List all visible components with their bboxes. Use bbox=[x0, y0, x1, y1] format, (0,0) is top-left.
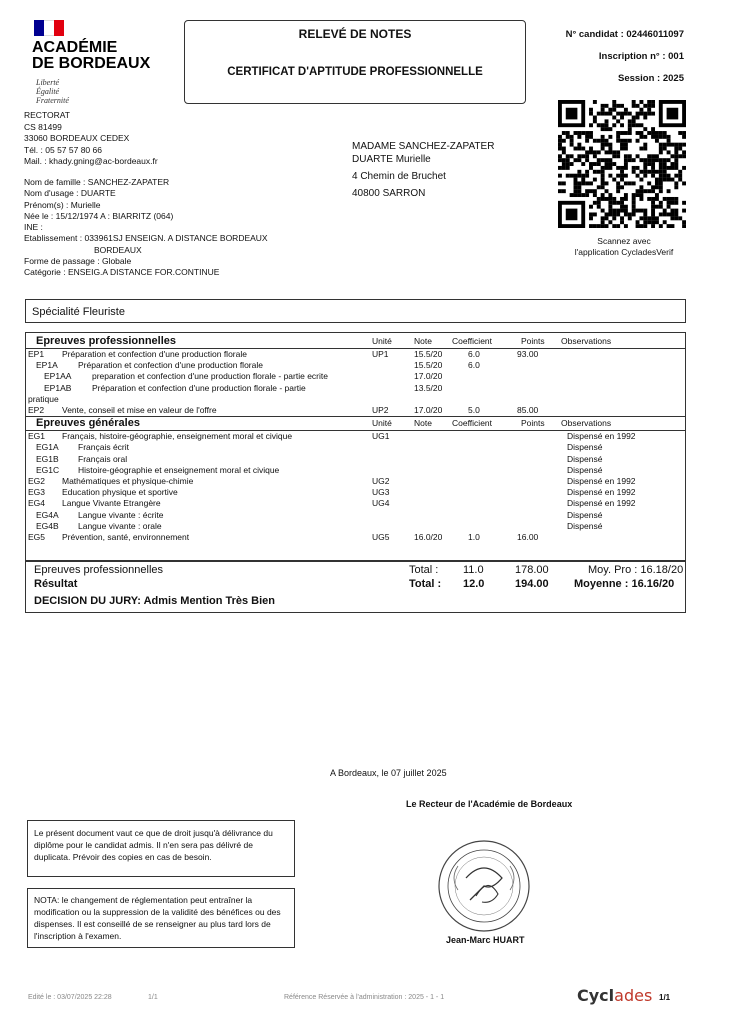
row-code: EP1AB bbox=[44, 382, 72, 393]
republique-flag-logo bbox=[34, 20, 64, 36]
row-unite: UG3 bbox=[372, 487, 390, 498]
table-row bbox=[26, 521, 685, 533]
candidate-identity: Nom de famille : SANCHEZ-ZAPATER Nom d'usage : DUARTE Prénom(s) : Murielle Née le : 15/12/1974 A : BIARRITZ (064) INE : Etablissement : 033961SJ ENSEIGN. A DISTANCE BORDEAUX BORDEAUX Forme de passage : Globale Catégorie : ENSEIG.A DISTANCE FOR.CONTINUE bbox=[24, 177, 268, 278]
row-coefficient: 1.0 bbox=[468, 532, 480, 542]
rectorat-address: RECTORAT CS 81499 33060 BORDEAUX CEDEX Tél. : 05 57 57 80 66 Mail. : khady.gning@ac-bordeaux.fr bbox=[24, 110, 158, 166]
row-code: EG3 bbox=[28, 487, 46, 498]
academy-seal-stamp bbox=[436, 838, 532, 934]
table-row bbox=[26, 431, 685, 443]
gen-header-row bbox=[26, 417, 685, 430]
row-code: EP1 bbox=[28, 349, 45, 359]
row-code: EP2 bbox=[28, 405, 45, 415]
col-observations: Observations bbox=[561, 336, 612, 346]
table-row bbox=[26, 349, 685, 361]
row-unite: UG5 bbox=[372, 532, 390, 542]
page-number: 1/1 bbox=[659, 993, 671, 1002]
col-note: Note bbox=[414, 336, 432, 346]
table-row bbox=[26, 498, 685, 510]
page-small: 1/1 bbox=[148, 994, 158, 1001]
jury-decision: DECISION DU JURY: Admis Mention Très Bien bbox=[34, 595, 276, 607]
col-points: Points bbox=[521, 418, 545, 429]
row-code: EG1C bbox=[36, 464, 60, 475]
col-points: Points bbox=[521, 336, 545, 346]
row-points: 85.00 bbox=[517, 405, 539, 415]
row-code: EG5 bbox=[28, 532, 46, 542]
row-observation: Dispensé en 1992 bbox=[567, 431, 636, 442]
result-points: 194.00 bbox=[515, 578, 549, 590]
row-observation: Dispensé en 1992 bbox=[567, 487, 636, 498]
pro-total-points: 178.00 bbox=[515, 564, 549, 576]
table-row bbox=[26, 465, 685, 477]
row-label: Français écrit bbox=[78, 442, 130, 453]
signatory-name: Jean-Marc HUART bbox=[446, 935, 525, 945]
academy-name: ACADÉMIE DE BORDEAUX bbox=[32, 39, 151, 72]
row-code: EG1A bbox=[36, 442, 59, 453]
row-label: Vente, conseil et mise en valeur de l'offre bbox=[62, 405, 217, 415]
row-code: EG2 bbox=[28, 476, 46, 486]
row-code: EP1AA bbox=[44, 371, 72, 382]
row-unite: UG1 bbox=[372, 431, 390, 442]
col-note: Note bbox=[414, 418, 432, 429]
validity-notice: Le présent document vaut ce que de droit jusqu'à délivrance du diplôme pour le candidat admis. Il n'en sera pas délivré de duplicata. Prévoir des copies en cas de besoin. bbox=[27, 820, 295, 877]
motto: Liberté Égalité Fraternité bbox=[36, 78, 69, 105]
recteur-title: Le Recteur de l'Académie de Bordeaux bbox=[406, 799, 573, 809]
title-box bbox=[184, 20, 526, 104]
edited-date: Edité le : 03/07/2025 22:28 bbox=[28, 994, 112, 1001]
row-observation: Dispensé en 1992 bbox=[567, 476, 636, 486]
result-average: Moyenne : 16.16/20 bbox=[574, 578, 675, 590]
pro-total-coef: 11.0 bbox=[463, 564, 484, 576]
table-row bbox=[26, 360, 685, 372]
row-note: 13.5/20 bbox=[414, 382, 443, 393]
table-row bbox=[26, 405, 685, 417]
document-subtitle: CERTIFICAT D'APTITUDE PROFESSIONNELLE bbox=[227, 66, 483, 78]
row-note: 16.0/20 bbox=[414, 532, 443, 542]
table-row bbox=[26, 371, 685, 383]
row-note: 15.5/20 bbox=[414, 349, 443, 359]
row-unite: UG4 bbox=[372, 498, 390, 509]
row-unite: UP2 bbox=[372, 405, 389, 415]
row-label: preparation et confection d'une production florale - partie ecrite bbox=[92, 371, 328, 382]
row-unite: UP1 bbox=[372, 349, 389, 359]
col-observations: Observations bbox=[561, 418, 612, 429]
candidate-info: N° candidat : 02446011097 Inscription n° : 001 Session : 2025 bbox=[565, 29, 684, 84]
table-row bbox=[26, 476, 685, 488]
pro-total-caption: Total : bbox=[409, 564, 439, 576]
gen-section-title: Epreuves générales bbox=[36, 417, 140, 430]
row-code: EG4A bbox=[36, 509, 59, 520]
recipient-address: MADAME SANCHEZ-ZAPATER DUARTE Murielle 4 Chemin de Bruchet 40800 SARRON bbox=[352, 141, 495, 199]
row-label: Mathématiques et physique-chimie bbox=[62, 476, 194, 486]
row-code: pratique bbox=[28, 393, 59, 404]
row-coefficient: 6.0 bbox=[468, 349, 480, 359]
admin-reference: Référence Réservée à l'administration : 2025 - 1 - 1 bbox=[284, 994, 445, 1001]
row-observation: Dispensé bbox=[567, 509, 603, 520]
pro-total-label: Epreuves professionnelles bbox=[34, 564, 164, 576]
row-observation: Dispensé en 1992 bbox=[567, 498, 636, 509]
row-label: Education physique et sportive bbox=[62, 487, 178, 498]
table-row bbox=[26, 454, 685, 466]
table-row bbox=[26, 442, 685, 454]
result-total-caption: Total : bbox=[409, 578, 442, 590]
qr-code bbox=[558, 100, 686, 228]
pro-header-row bbox=[26, 335, 685, 348]
row-code: EP1A bbox=[36, 360, 58, 371]
row-label: Langue vivante : écrite bbox=[78, 509, 164, 520]
row-code: EG4 bbox=[28, 498, 46, 509]
row-code: EG4B bbox=[36, 520, 59, 531]
place-date: A Bordeaux, le 07 juillet 2025 bbox=[330, 768, 447, 778]
scan-instructions: Scannez avec l'application CycladesVerif bbox=[574, 236, 674, 257]
cyclades-logo: Cyclades bbox=[577, 986, 653, 1005]
row-coefficient: 6.0 bbox=[468, 360, 480, 371]
row-observation: Dispensé bbox=[567, 464, 603, 475]
row-label: Préparation et confection d'une production florale - partie bbox=[92, 382, 306, 393]
col-unite: Unité bbox=[372, 336, 392, 346]
row-coefficient: 5.0 bbox=[468, 405, 480, 415]
row-label: Préparation et confection d'une production florale bbox=[62, 349, 247, 359]
table-row bbox=[26, 383, 685, 395]
row-label: Français, histoire-géographie, enseignement moral et civique bbox=[62, 431, 293, 442]
col-coefficient: Coefficient bbox=[452, 418, 493, 429]
pro-section-title: Epreuves professionnelles bbox=[36, 335, 176, 347]
row-observation: Dispensé bbox=[567, 453, 603, 464]
col-unite: Unité bbox=[372, 418, 392, 429]
row-label: Langue vivante : orale bbox=[78, 520, 162, 531]
row-observation: Dispensé bbox=[567, 442, 603, 453]
row-note: 15.5/20 bbox=[414, 360, 443, 371]
totals-box bbox=[25, 560, 686, 613]
table-row bbox=[26, 487, 685, 499]
row-unite: UG2 bbox=[372, 476, 390, 486]
grades-table bbox=[25, 332, 686, 562]
table-row bbox=[26, 394, 685, 406]
row-points: 93.00 bbox=[517, 349, 539, 359]
row-label: Préparation et confection d'une production florale bbox=[78, 360, 263, 371]
row-points: 16.00 bbox=[517, 532, 539, 542]
document-title: RELEVÉ DE NOTES bbox=[298, 27, 412, 41]
result-label: Résultat bbox=[34, 578, 78, 590]
regulation-notice: NOTA: le changement de réglementation peut entraîner la modification ou la suppression de la validité des bénéfices ou des dispenses. Il est conseillé de se renseigner au plus tard lors de l'inscription à l'examen. bbox=[27, 888, 295, 948]
pro-average: Moy. Pro : 16.18/20 bbox=[588, 564, 684, 576]
row-label: Langue Vivante Etrangère bbox=[62, 498, 161, 509]
col-coefficient: Coefficient bbox=[452, 336, 493, 346]
row-note: 17.0/20 bbox=[414, 371, 443, 382]
row-label: Prévention, santé, environnement bbox=[62, 532, 190, 542]
table-row bbox=[26, 510, 685, 522]
row-note: 17.0/20 bbox=[414, 405, 443, 415]
specialite-box: Spécialité Fleuriste bbox=[25, 299, 686, 323]
row-label: Histoire-géographie et enseignement moral et civique bbox=[78, 464, 280, 475]
row-code: EG1B bbox=[36, 453, 59, 464]
row-observation: Dispensé bbox=[567, 520, 603, 531]
table-row bbox=[26, 532, 685, 544]
row-code: EG1 bbox=[28, 431, 46, 442]
result-coef: 12.0 bbox=[463, 578, 485, 590]
row-label: Français oral bbox=[78, 453, 128, 464]
